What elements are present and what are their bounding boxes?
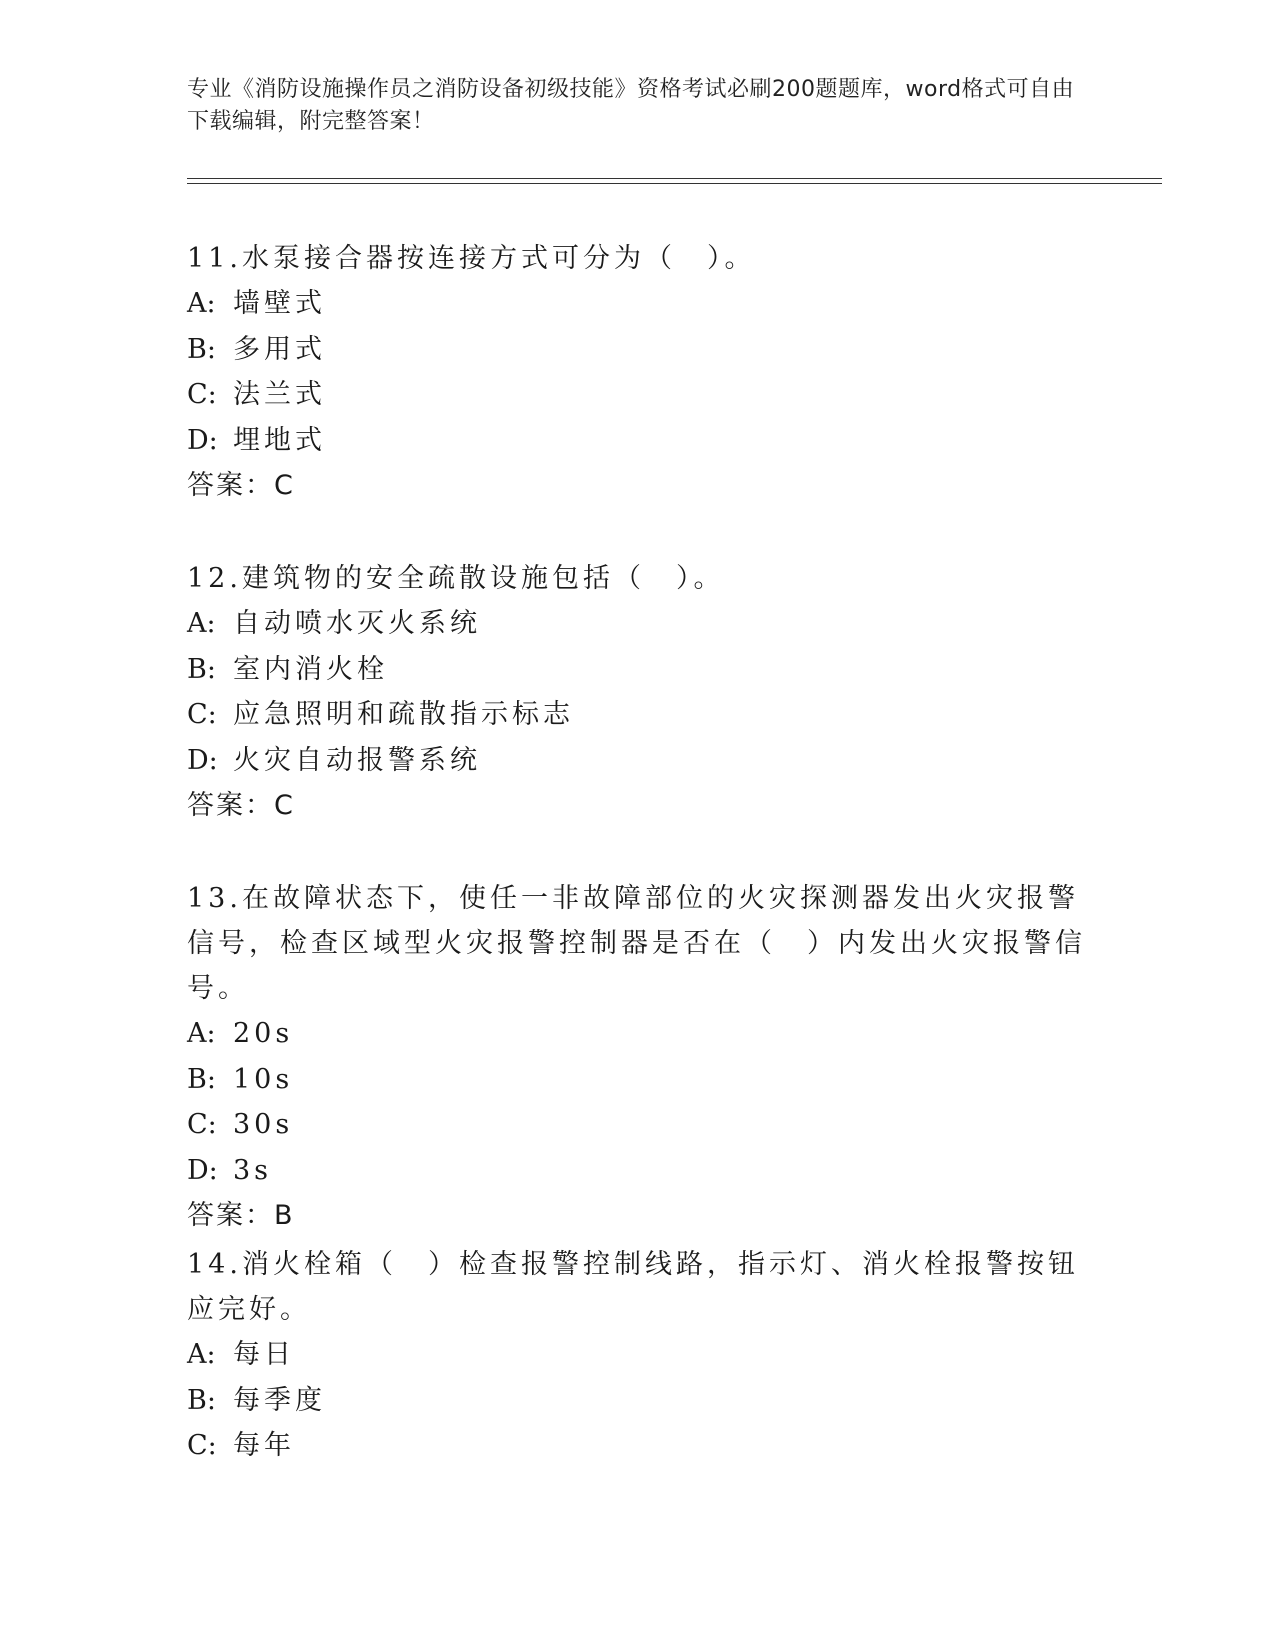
option-text: 墙壁式 [233,288,326,319]
question-14 [187,1242,1087,1469]
option-b [187,1057,1087,1103]
option-text: 火灾自动报警系统 [233,744,481,776]
option-text: 室内消火栓 [233,653,388,685]
option-text: 每年 [233,1430,295,1461]
option-d [187,418,1087,464]
option-letter: D: [187,1154,218,1186]
option-b [187,647,1087,693]
option-letter: B: [187,333,216,365]
option-a [187,1011,1087,1057]
option-letter: D: [187,744,218,776]
option-text: 每日 [233,1339,295,1370]
option-text: 20s [233,1018,294,1049]
option-text: 应急照明和疏散指示标志 [233,699,574,730]
option-letter: A: [187,1018,216,1049]
option-b [187,1378,1087,1424]
header-divider-bottom [187,183,1162,184]
option-text: 法兰式 [233,379,326,410]
question-stem: 12.建筑物的安全疏散设施包括（ ）。 [187,563,725,594]
option-letter: C: [187,699,217,730]
option-letter: A: [187,608,216,639]
option-letter: C: [187,1109,217,1140]
option-d [187,1148,1087,1194]
option-letter: B: [187,1063,216,1095]
option-c [187,1102,1087,1148]
option-text: 每季度 [233,1384,326,1416]
answer-label: 答案：B [187,1200,295,1231]
option-c [187,1423,1087,1469]
option-letter: A: [187,1339,216,1370]
option-a [187,1332,1087,1378]
option-text: 埋地式 [233,424,326,456]
option-text: 自动喷水灭火系统 [233,608,481,639]
header-divider-top [187,178,1162,179]
option-b [187,327,1087,373]
question-13 [187,876,1087,1239]
option-letter: A: [187,288,216,319]
option-c [187,692,1087,738]
option-text: 30s [233,1109,294,1140]
answer-label: 答案：C [187,470,295,501]
answer-label: 答案：C [187,790,295,821]
option-text: 3s [233,1154,273,1186]
option-a [187,281,1087,327]
option-letter: B: [187,653,216,685]
question-11 [187,236,1087,509]
question-stem: 14.消火栓箱（ ）检查报警控制线路，指示灯、消火栓报警按钮应完好。 [187,1249,1079,1325]
option-letter: D: [187,424,218,456]
option-text: 10s [233,1063,294,1095]
option-d [187,738,1087,784]
document-header: 专业《消防设施操作员之消防设备初级技能》资格考试必刷200题题库，word格式可自由下载编辑，附完整答案！ [187,77,1075,134]
option-letter: C: [187,1430,217,1461]
question-stem: 13.在故障状态下，使任一非故障部位的火灾探测器发出火灾报警信号，检查区域型火灾报警控制器是否在（ ）内发出火灾报警信号。 [187,883,1086,1004]
question-stem: 11.水泵接合器按连接方式可分为（ ）。 [187,243,756,274]
option-a [187,601,1087,647]
option-letter: C: [187,379,217,410]
option-letter: B: [187,1384,216,1416]
option-text: 多用式 [233,333,326,365]
option-c [187,372,1087,418]
question-12 [187,556,1087,829]
